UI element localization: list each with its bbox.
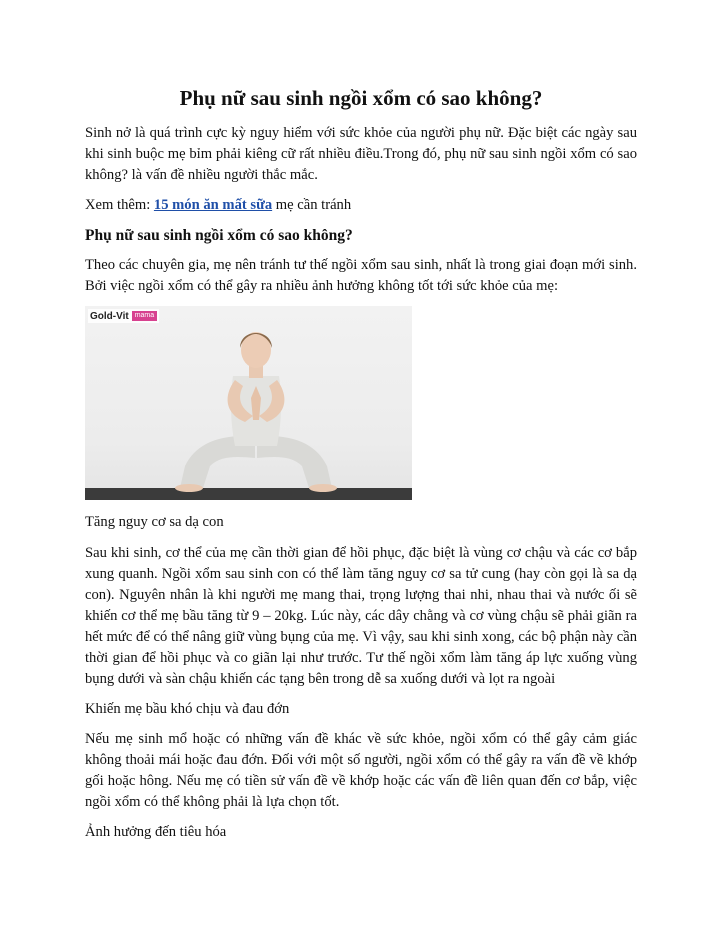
see-also-line bbox=[85, 195, 637, 216]
brand-logo-sub: mama bbox=[132, 311, 157, 321]
see-also-suffix: mẹ cần tránh bbox=[272, 197, 352, 213]
right-foot bbox=[309, 484, 337, 492]
see-also-prefix: Xem thêm: bbox=[85, 197, 154, 213]
left-foot bbox=[175, 484, 203, 492]
article-title: Phụ nữ sau sinh ngồi xổm có sao không? bbox=[179, 86, 543, 110]
article-image bbox=[85, 306, 412, 500]
heading-paragraph: Theo các chuyên gia, mẹ nên tránh tư thế ngồi xổm sau sinh, nhất là trong giai đoạn mới sinh. Bởi việc ngồi xổm có thể gây ra nhiều ảnh hưởng không tốt tới sức khỏe của mẹ: bbox=[85, 257, 637, 294]
yoga-mat bbox=[85, 488, 412, 500]
intro-paragraph: Sinh nở là quá trình cực kỳ nguy hiểm với sức khỏe của người phụ nữ. Đặc biệt các ngày sau khi sinh buộc mẹ bỉm phải kiêng cữ rất nhiều điều.Trong đó, phụ nữ sau sinh ngồi xổm có sao không? là vấn đề nhiều người thắc mắc. bbox=[85, 125, 637, 183]
document-page bbox=[85, 84, 637, 852]
section2-title: Khiến mẹ bầu khó chịu và đau đớn bbox=[85, 701, 290, 717]
woman-squatting-illustration bbox=[85, 306, 412, 500]
section1-title: Tăng nguy cơ sa dạ con bbox=[85, 514, 224, 530]
section3-title: Ảnh hưởng đến tiêu hóa bbox=[85, 824, 227, 840]
see-also-link[interactable]: 15 món ăn mất sữa bbox=[153, 197, 273, 213]
brand-logo-text: Gold-Vit bbox=[90, 310, 129, 322]
brand-logo bbox=[88, 309, 159, 323]
section2-body: Nếu mẹ sinh mổ hoặc có những vấn đề khác về sức khỏe, ngồi xổm có thể gây cảm giác không thoải mái hoặc đau đớn. Đối với một số người, ngồi xổm có thể gây ra vấn đề về khớp gối hoặc hông. Nếu mẹ có tiền sử vấn đề về khớp hoặc các vấn đề liên quan đến cơ bắp, việc ngồi xổm có thể không phải là lựa chọn tốt. bbox=[85, 731, 637, 810]
section1-body: Sau khi sinh, cơ thể của mẹ cần thời gian để hồi phục, đặc biệt là vùng cơ chậu và các cơ bắp xung quanh. Ngồi xổm sau sinh con có thể làm tăng nguy cơ sa tử cung (hay còn gọi là sa dạ con). Nguyên nhân là khi người mẹ mang thai, trọng lượng thai nhi, nhau thai và nước ối sẽ khiến cơ thể mẹ bầu tăng từ 9 – 20kg. Lúc này, các dây chằng và cơ vùng chậu sẽ phải giãn ra hết mức để có thể nâng giữ vùng bụng của mẹ. Vì vậy, sau khi sinh xong, các bộ phận này cần thời gian để hồi phục và co giãn lại như trước. Tư thế ngồi xổm làm tăng áp lực xuống vùng bụng dưới và sàn chậu khiến các tạng bên trong dễ sa xuống dưới và lọt ra ngoài bbox=[85, 545, 637, 687]
section-heading: Phụ nữ sau sinh ngồi xổm có sao không? bbox=[85, 227, 353, 244]
